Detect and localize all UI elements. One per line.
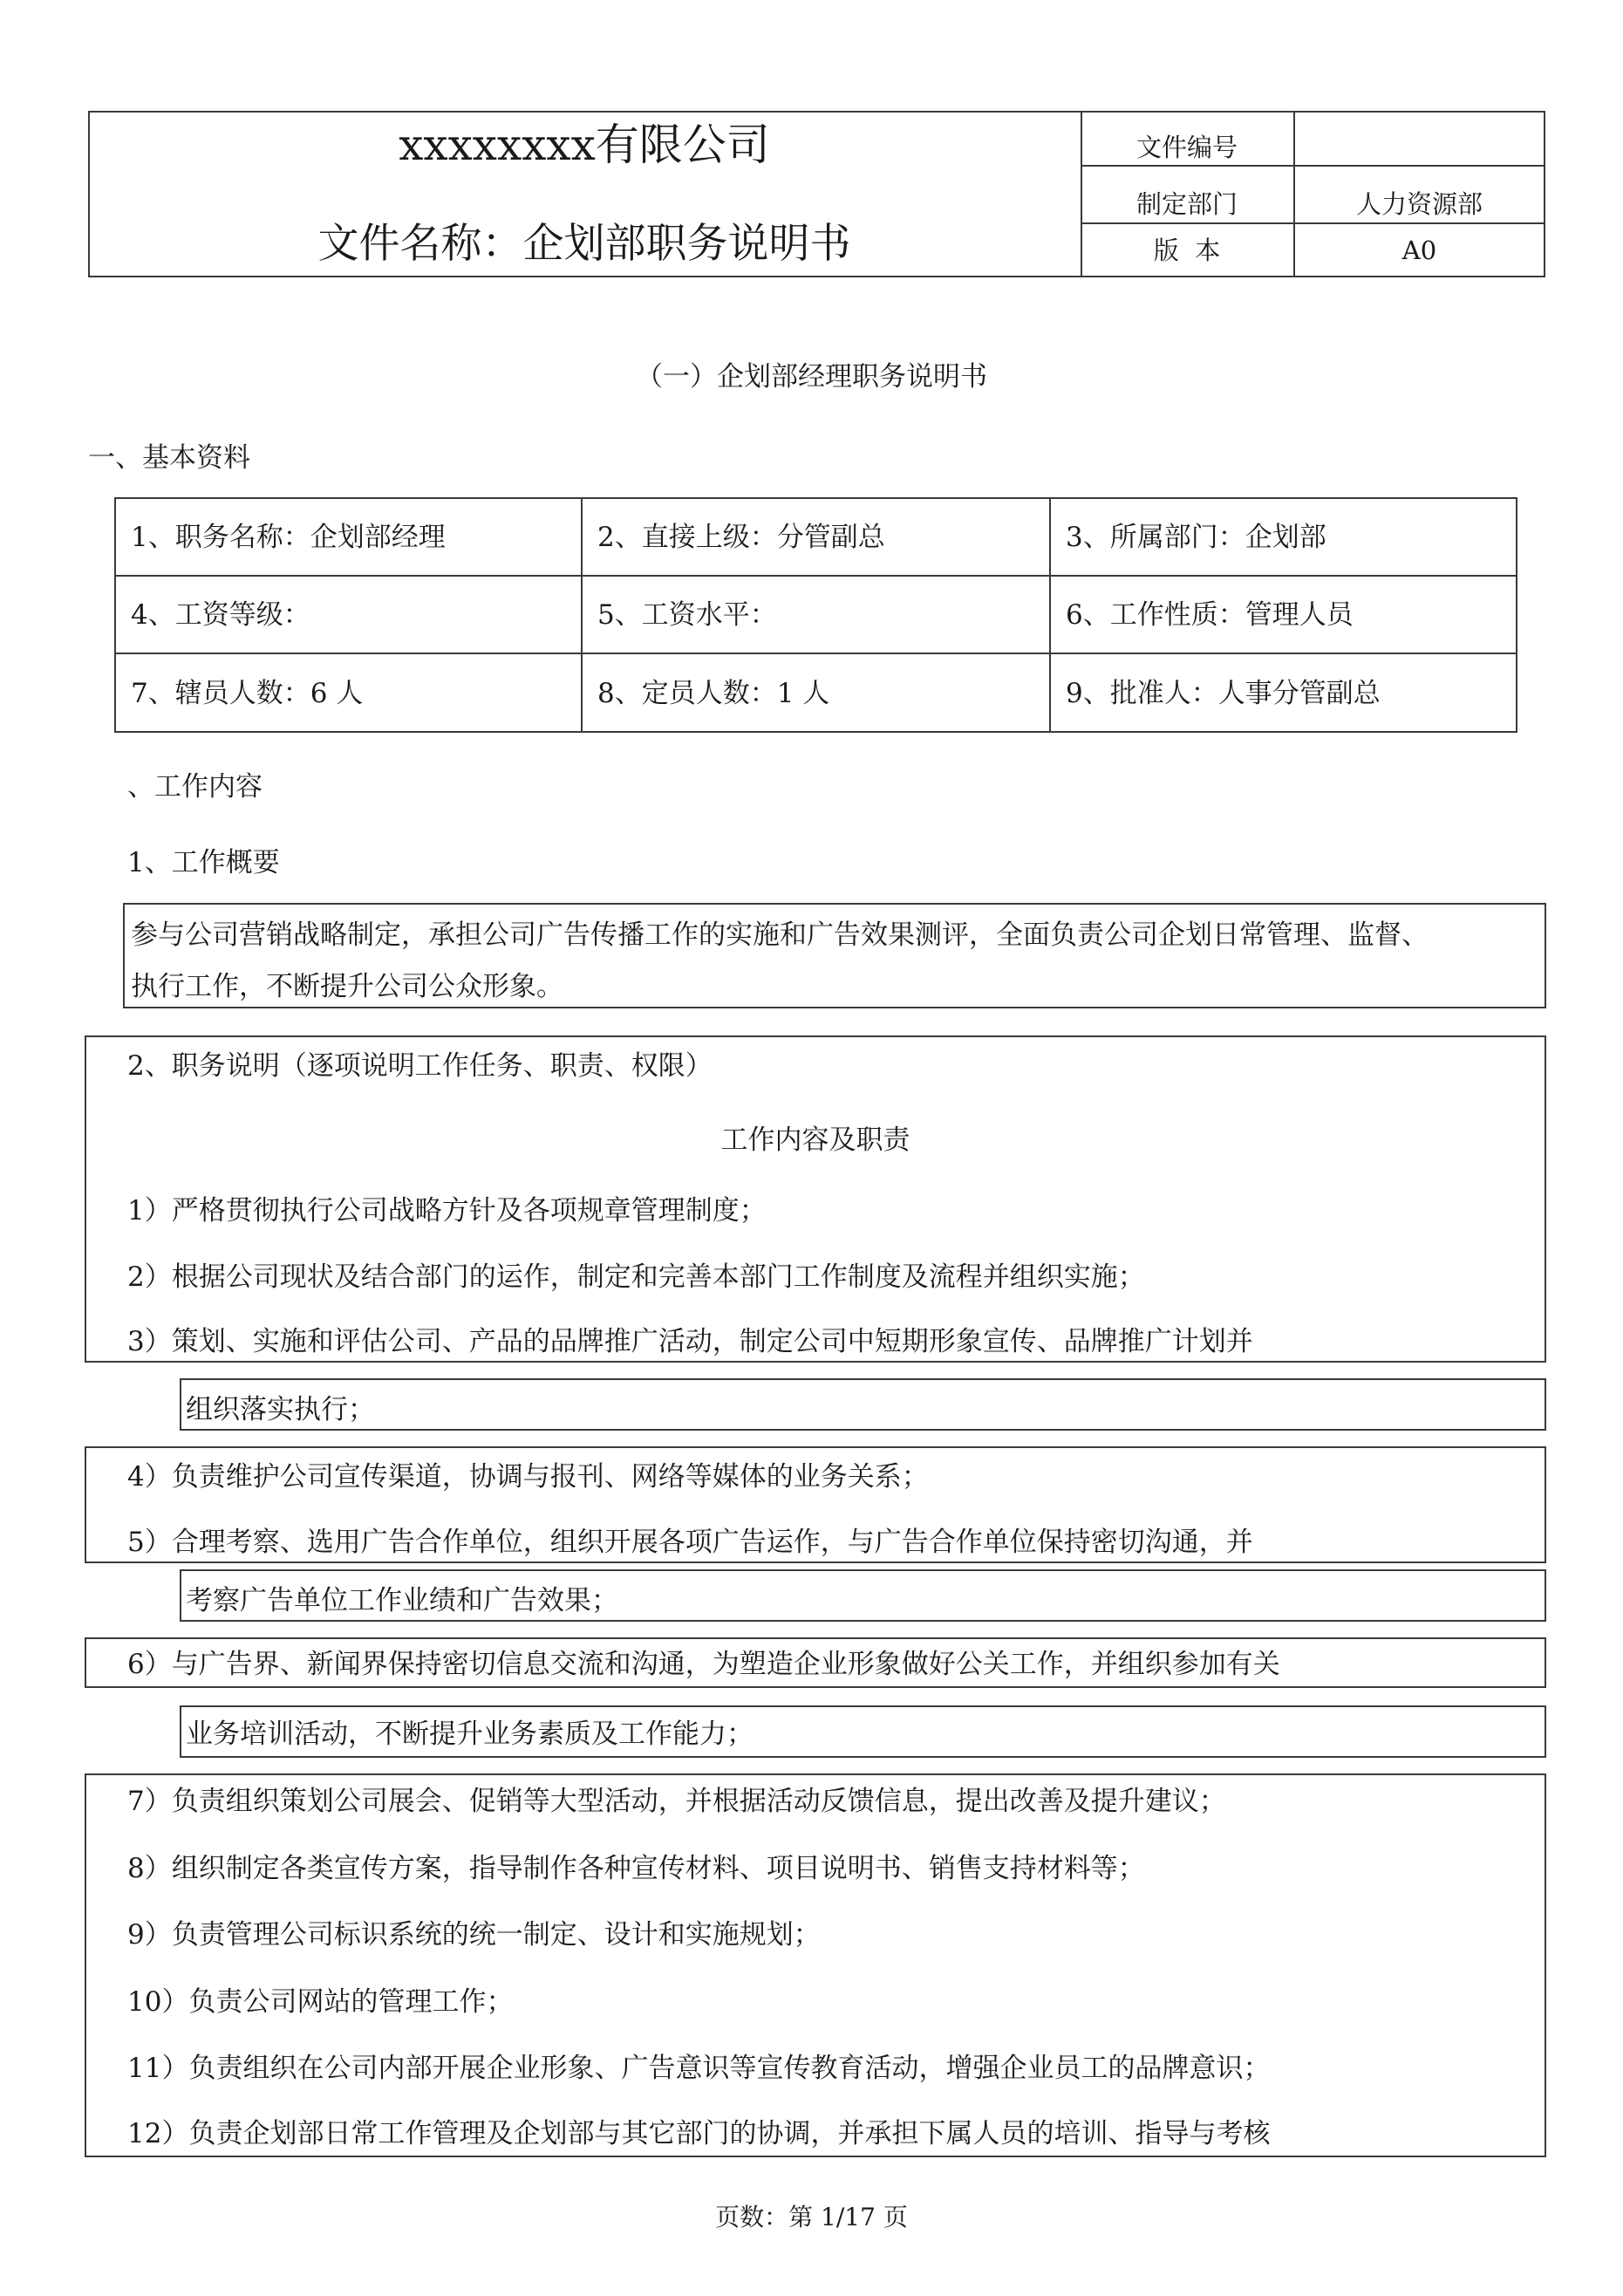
department-value: 人力资源部 [1355,189,1483,219]
duty-item: 8）组织制定各类宣传方案，指导制作各种宣传材料、项目说明书、销售支持材料等； [127,1853,1145,1884]
cell-work-nature: 6、工作性质：管理人员 [1066,599,1354,631]
doc-number-label: 文件编号 [1135,133,1238,162]
work-content-heading: 、工作内容 [127,771,263,803]
duty-item: 2）根据公司现状及结合部门的运作，制定和完善本部门工作制度及流程并组织实施； [127,1261,1145,1293]
basic-info-heading: 一、基本资料 [88,442,250,474]
duties-continuation-box [180,1378,1546,1431]
duty-item-continued: 考察广告单位工作业绩和广告效果； [186,1585,618,1616]
page-number: 页数：第 1/17 页 [715,2203,908,2231]
overview-heading: 1、工作概要 [127,847,280,878]
duty-item: 5）合理考察、选用广告合作单位，组织开展各项广告运作，与广告合作单位保持密切沟通，并 [127,1527,1253,1558]
department-label: 制定部门 [1135,189,1238,219]
table-row-line [114,575,1517,577]
duty-item: 4）负责维护公司宣传渠道，协调与报刊、网络等媒体的业务关系； [127,1461,929,1493]
cell-job-title: 1、职务名称：企划部经理 [131,522,446,553]
duty-item: 9）负责管理公司标识系统的统一制定、设计和实施规划； [127,1919,821,1951]
cell-headcount: 8、定员人数：1 人 [597,678,830,709]
overview-line: 参与公司营销战略制定，承担公司广告传播工作的实施和广告效果测评，全面负责公司企划日常管理、监督、 [131,919,1429,951]
duties-subtitle: 工作内容及职责 [720,1124,910,1156]
duties-box [85,1773,1546,2157]
duty-item: 10）负责公司网站的管理工作； [127,1986,514,2018]
duty-item: 7）负责组织策划公司展会、促销等大型活动，并根据活动反馈信息，提出改善及提升建议； [127,1786,1226,1817]
overview-line: 执行工作，不断提升公司公众形象。 [131,971,563,1002]
cell-salary-grade: 4、工资等级： [131,599,310,631]
duty-item-continued: 业务培训活动，不断提升业务素质及工作能力； [186,1719,754,1750]
table-col-line [581,497,583,733]
version-value: A0 [1401,236,1437,265]
document-name: 文件名称：企划部职务说明书 [317,220,851,268]
cell-supervisor: 2、直接上级：分管副总 [597,522,885,553]
version-label: 版 本 [1153,236,1221,265]
header-row-line [1081,222,1545,224]
table-row-line [114,653,1517,654]
company-name: xxxxxxxx有限公司 [399,120,770,170]
duty-item: 1）严格贯彻执行公司战略方针及各项规章管理制度； [127,1195,767,1227]
duty-item: 6）与广告界、新闻界保持密切信息交流和沟通，为塑造企业形象做好公关工作，并组织参加有关 [127,1649,1280,1680]
cell-department: 3、所属部门：企划部 [1066,522,1326,553]
table-col-line [1049,497,1051,733]
section-title: （一）企划部经理职务说明书 [636,361,987,393]
cell-staff-count: 7、辖员人数：6 人 [131,678,364,709]
duty-item: 12）负责企划部日常工作管理及企划部与其它部门的协调，并承担下属人员的培训、指导与考核 [127,2118,1271,2149]
cell-salary-level: 5、工资水平： [597,599,777,631]
duties-heading: 2、职务说明（逐项说明工作任务、职责、权限） [127,1050,713,1082]
duty-item: 3）策划、实施和评估公司、产品的品牌推广活动，制定公司中短期形象宣传、品牌推广计划并 [127,1326,1253,1357]
header-row-line [1081,165,1545,167]
cell-approver: 9、批准人：人事分管副总 [1066,678,1381,709]
duty-item-continued: 组织落实执行； [186,1394,375,1425]
duty-item: 11）负责组织在公司内部开展企业形象、广告意识等宣传教育活动，增强企业员工的品牌意识； [127,2053,1271,2084]
